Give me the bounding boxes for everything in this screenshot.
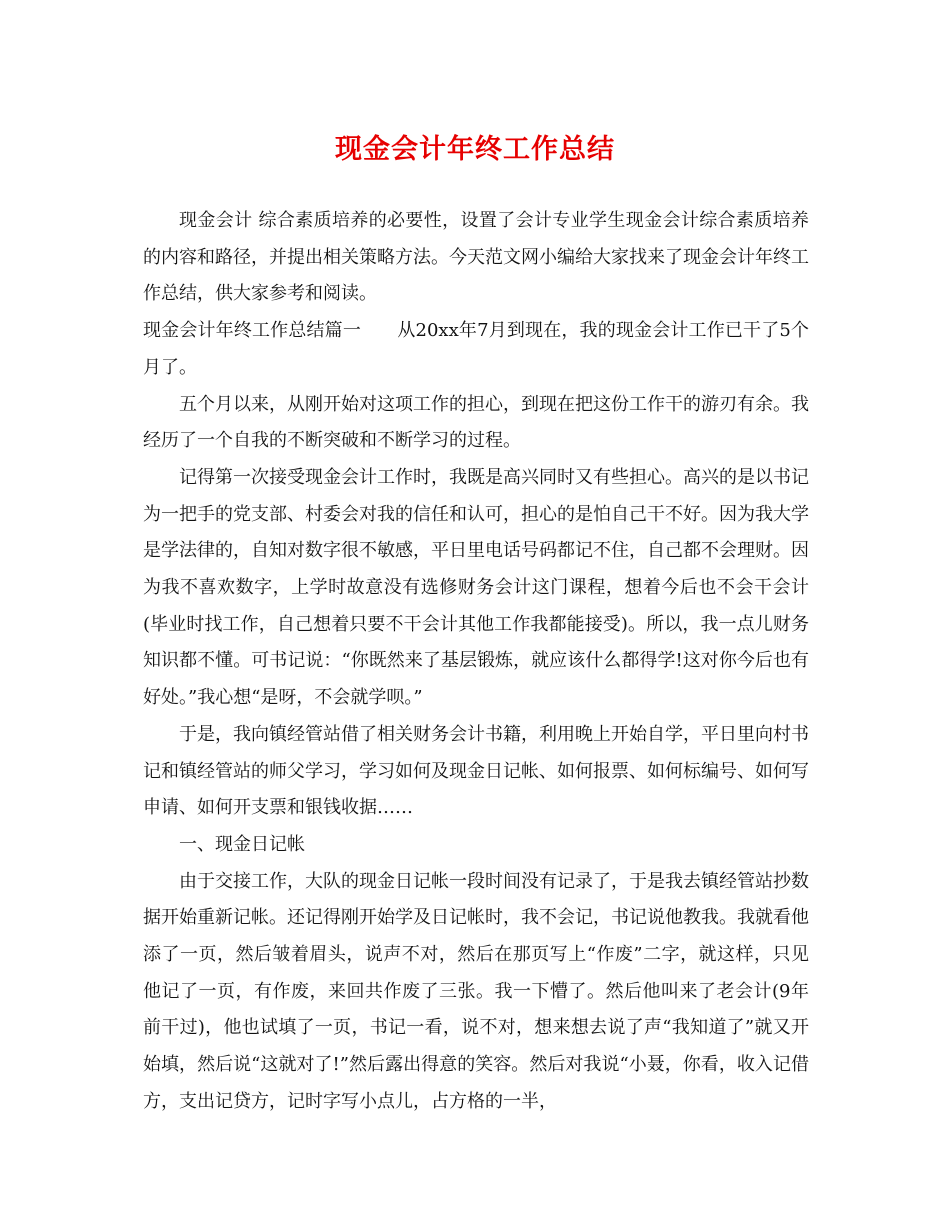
paragraph-five-months: 五个月以来，从刚开始对这项工作的担心，到现在把这份工作干的游刃有余。我经历了一个自我的不断突破和不断学习的过程。 <box>143 393 809 452</box>
paragraph-cash-journal: 由于交接工作，大队的现金日记帐一段时间没有记录了，于是我去镇经管站抄数据开始重新记帐。还记得刚开始学及日记帐时，我不会记，书记说他教我。我就看他添了一页，然后皱着眉头，说声不对，然后在那页写上“作废”二字，就这样，只见他记了一页，有作废，来回共作废了三张。我一下懵了。然后他叫来了老会计(9年前干过)，他也试填了一页，书记一看，说不对，想来想去说了声“我知道了”就又开始填，然后说“这就对了!”然后露出得意的笑容。然后对我说“小聂，你看，收入记借方，支出记贷方，记时字写小点儿，占方格的一半， <box>143 870 809 1112</box>
paragraph-intro: 现金会计 综合素质培养的必要性，设置了会计专业学生现金会计综合素质培养的内容和路径，并提出相关策略方法。今天范文网小编给大家找来了现金会计年终工作总结，供大家参考和阅读。 <box>143 210 809 305</box>
paragraph-first-time: 记得第一次接受现金会计工作时，我既是高兴同时又有些担心。高兴的是以书记为一把手的党支部、村委会对我的信任和认可，担心的是怕自己干不好。因为我大学是学法律的，自知对数字很不敏感，平日里电话号码都记不住，自己都不会理财。因为我不喜欢数字，上学时故意没有选修财务会计这门课程，想着今后也不会干会计(毕业时找工作，自己想着只要不干会计其他工作我都能接受)。所以，我一点儿财务知识都不懂。可书记说：“你既然来了基层锻炼，就应该什么都得学!这对你今后也有好处。”我心想“是呀，不会就学呗。” <box>143 466 809 709</box>
paragraph-self-study: 于是，我向镇经管站借了相关财务会计书籍，利用晚上开始自学，平日里向村书记和镇经管站的师父学习，学习如何及现金日记帐、如何报票、如何标编号、如何写申请、如何开支票和银钱收据…… <box>143 723 809 819</box>
section-heading-cash-journal: 一、现金日记帐 <box>179 833 305 855</box>
paragraph-article-one: 现金会计年终工作总结篇一 从20xx年7月到现在，我的现金会计工作已干了5个月了。 <box>143 320 809 378</box>
document-title: 现金会计年终工作总结 <box>335 134 615 165</box>
document-body <box>143 203 809 1121</box>
